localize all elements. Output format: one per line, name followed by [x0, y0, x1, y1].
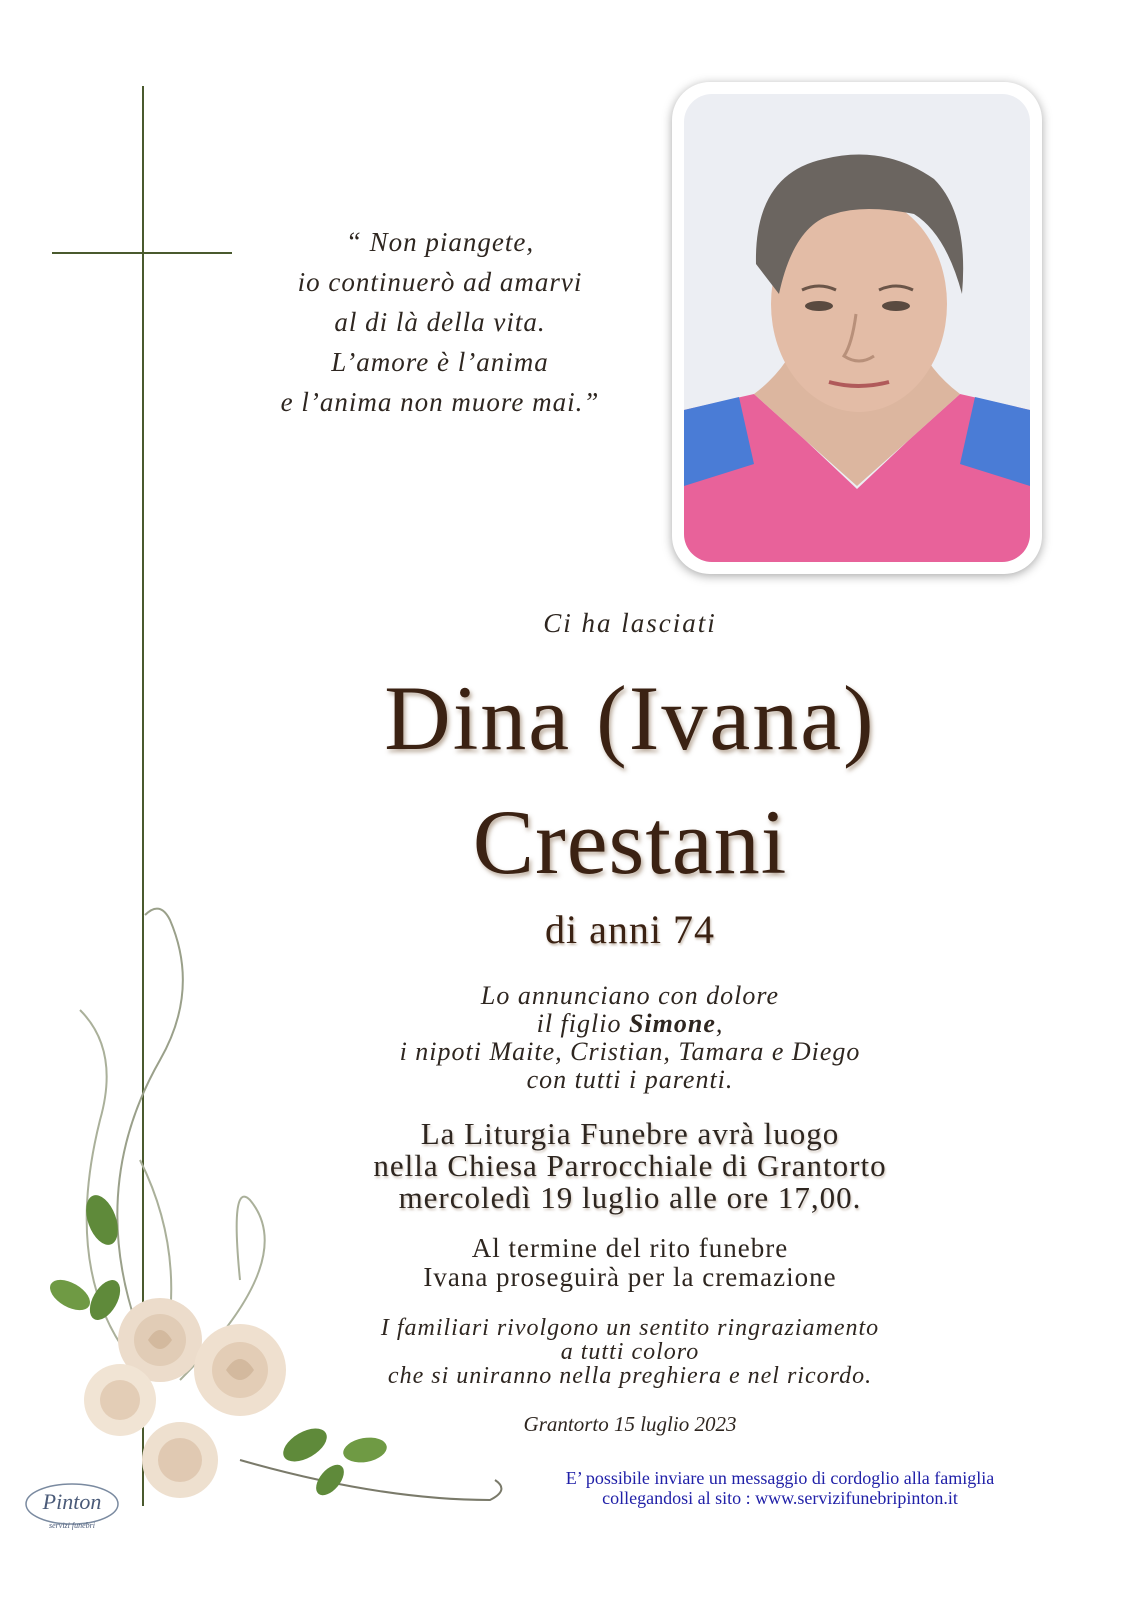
- son-prefix: il figlio: [536, 1009, 629, 1038]
- family-line: Lo annunciano con dolore: [480, 981, 780, 1010]
- age-text: di anni 74: [545, 907, 715, 952]
- deceased-surname: Crestani: [472, 791, 788, 893]
- condolence-link[interactable]: collegandosi al sito : www.servizifunebripinton.it: [602, 1488, 958, 1508]
- quote-line: L’amore è l’anima: [331, 347, 549, 377]
- son-suffix: ,: [715, 1009, 724, 1038]
- thanks-line: a tutti coloro: [560, 1339, 700, 1365]
- thanks-line: che si uniranno nella preghiera e nel ricordo.: [387, 1363, 873, 1389]
- portrait-photo: [684, 94, 1030, 562]
- place-date: Grantorto 15 luglio 2023: [523, 1412, 737, 1436]
- quote-line: al di là della vita.: [334, 307, 546, 337]
- funeral-line: nella Chiesa Parrocchiale di Grantorto: [373, 1148, 887, 1183]
- quote-line: e l’anima non muore mai.”: [280, 387, 600, 417]
- pinton-logo-icon: [22, 1478, 122, 1534]
- condolence-notice[interactable]: [520, 1468, 1040, 1508]
- svg-text:servizi funebri: servizi funebri: [49, 1521, 95, 1530]
- svg-text:Pinton: Pinton: [42, 1489, 102, 1514]
- memorial-quote: [200, 222, 680, 422]
- pinton-logo: [22, 1478, 122, 1534]
- condolence-line: E’ possibile inviare un messaggio di cordoglio alla famiglia: [565, 1468, 995, 1488]
- funeral-line: mercoledì 19 luglio alle ore 17,00.: [398, 1180, 862, 1215]
- intro-text: Ci ha lasciati: [543, 608, 717, 638]
- son-name: Simone: [628, 1009, 716, 1038]
- cremation-line: Al termine del rito funebre: [471, 1233, 789, 1263]
- quote-line: “ Non piangete,: [345, 227, 535, 257]
- thanks-line: I familiari rivolgono un sentito ringraziamento: [380, 1315, 880, 1341]
- family-line: i nipoti Maite, Cristian, Tamara e Diego: [399, 1037, 861, 1066]
- quote-line: io continuerò ad amarvi: [297, 267, 583, 297]
- portrait-image: [684, 94, 1030, 562]
- family-line: con tutti i parenti.: [526, 1065, 734, 1094]
- deceased-name: Dina (Ivana): [384, 667, 876, 769]
- rose-decoration-icon: [40, 900, 520, 1560]
- cremation-line: Ivana proseguirà per la cremazione: [423, 1262, 837, 1292]
- funeral-line: La Liturgia Funebre avrà luogo: [420, 1116, 840, 1151]
